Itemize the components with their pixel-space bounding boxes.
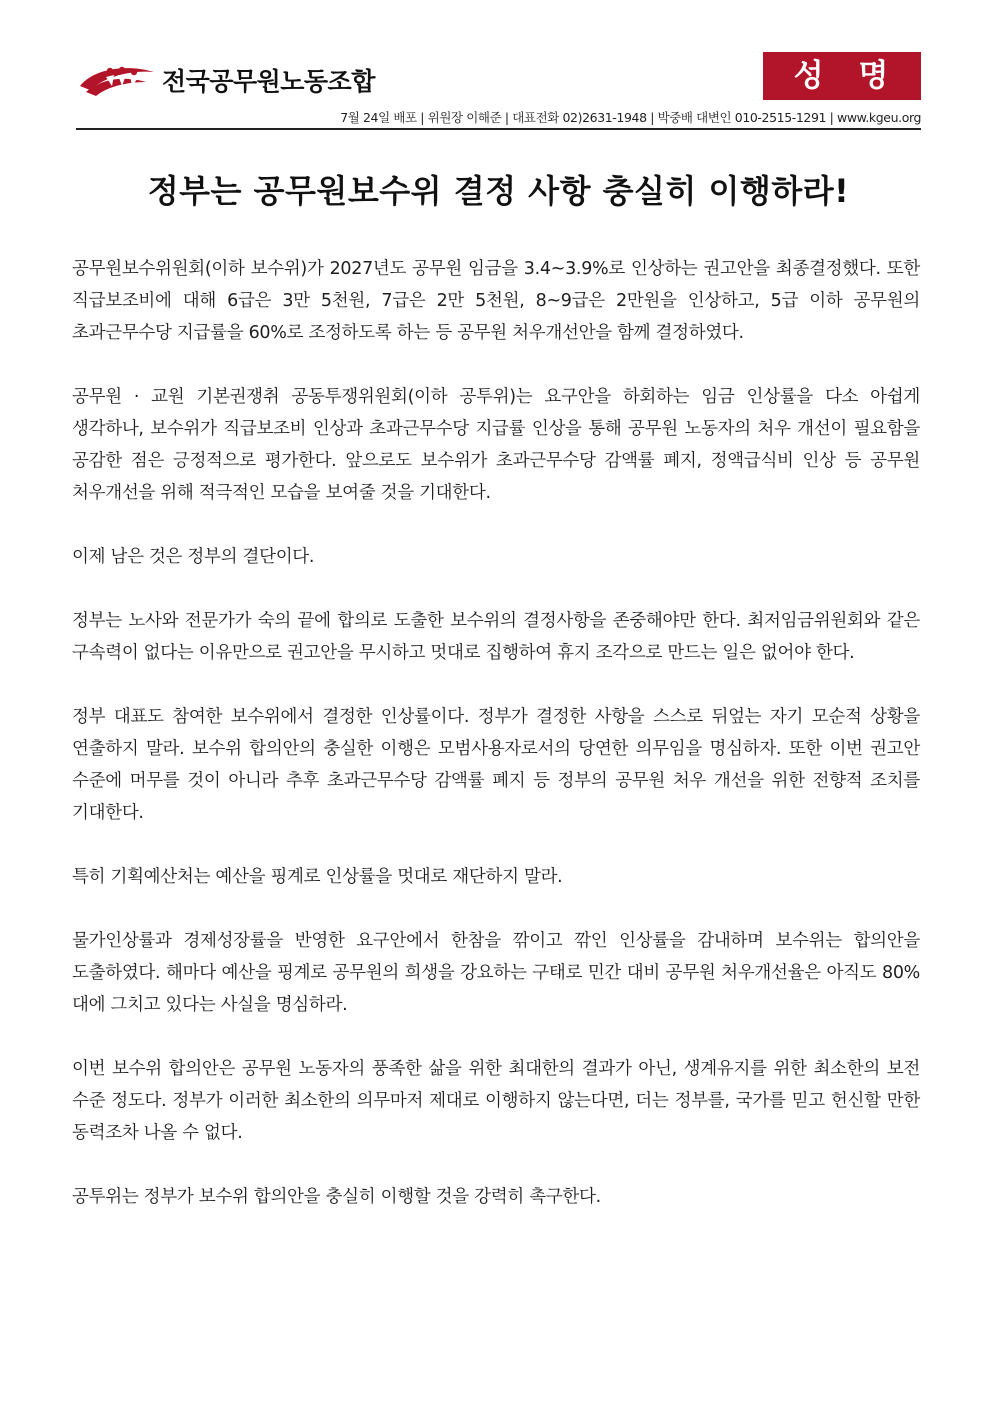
statement-badge: 성 명 <box>763 52 921 100</box>
statement-body <box>72 253 920 1245</box>
paragraph: 공투위는 정부가 보수위 합의안을 충실히 이행할 것을 강력히 촉구한다. <box>72 1187 601 1207</box>
org-name: 전국공무원노동조합 <box>162 67 375 96</box>
document-header <box>76 52 921 132</box>
paragraph: 정부 대표도 참여한 보수위에서 결정한 인상률이다. 정부가 결정한 사항을 스스로 뒤엎는 자기 모순적 상황을 연출하지 말라. 보수위 합의안의 충실한 이행은 모범사용자로서의 당연한 의무임을 명심하자. 또한 이번 권고안 수준에 머무를 것이 아니라 추후 초과근무수당 감액률 폐지 등 정부의 공무원 처우 개선을 위한 전향적 조치를 기대한다. <box>72 707 920 823</box>
paragraph: 공무원보수위원회(이하 보수위)가 2027년도 공무원 임금을 3.4~3.9%로 인상하는 권고안을 최종결정했다. 또한 직급보조비에 대해 6급은 3만 5천원, 7급은 2만 5천원, 8~9급은 2만원을 인상하고, 5급 이하 공무원의 초과근무수당 지급률을 60%로 조정하도록 하는 등 공무원 처우개선안을 함께 결정하였다. <box>72 259 920 343</box>
contact-info-line: 7월 24일 배포 | 위원장 이해준 | 대표전화 02)2631-1948 | 박중배 대변인 010-2515-1291 | www.kgeu.org <box>340 110 921 125</box>
statement-title: 정부는 공무원보수위 결정 사항 충실히 이행하라! <box>147 172 850 210</box>
paragraph: 이제 남은 것은 정부의 결단이다. <box>72 547 315 567</box>
paragraph: 공무원 · 교원 기본권쟁취 공동투쟁위원회(이하 공투위)는 요구안을 하회하는 임금 인상률을 다소 아쉽게 생각하나, 보수위가 직급보조비 인상과 초과근무수당 지급률 인상을 통해 공무원 노동자의 처우 개선이 필요함을 공감한 점은 긍정적으로 평가한다. 앞으로도 보수위가 초과근무수당 감액률 폐지, 정액급식비 인상 등 공무원 처우개선을 위해 적극적인 모습을 보여줄 것을 기대한다. <box>72 387 920 503</box>
paragraph: 특히 기획예산처는 예산을 핑계로 인상률을 멋대로 재단하지 말라. <box>72 867 563 887</box>
union-logo <box>76 60 375 100</box>
paragraph: 정부는 노사와 전문가가 숙의 끝에 합의로 도출한 보수위의 결정사항을 존중해야만 한다. 최저임금위원회와 같은 구속력이 없다는 이유만으로 권고안을 무시하고 멋대로 집행하여 휴지 조각으로 만드는 일은 없어야 한다. <box>72 611 920 663</box>
header-divider <box>76 128 921 130</box>
paragraph: 물가인상률과 경제성장률을 반영한 요구안에서 한참을 깎이고 깎인 인상률을 감내하며 보수위는 합의안을 도출하였다. 해마다 예산을 핑계로 공무원의 희생을 강요하는 구태로 민간 대비 공무원 처우개선율은 아직도 80%대에 그치고 있다는 사실을 명심하라. <box>72 931 920 1015</box>
union-emblem-icon <box>76 62 156 98</box>
paragraph: 이번 보수위 합의안은 공무원 노동자의 풍족한 삶을 위한 최대한의 결과가 아닌, 생계유지를 위한 최소한의 보전 수준 정도다. 정부가 이러한 최소한의 의무마저 제대로 이행하지 않는다면, 더는 정부를, 국가를 믿고 헌신할 만한 동력조차 나올 수 없다. <box>72 1059 920 1143</box>
